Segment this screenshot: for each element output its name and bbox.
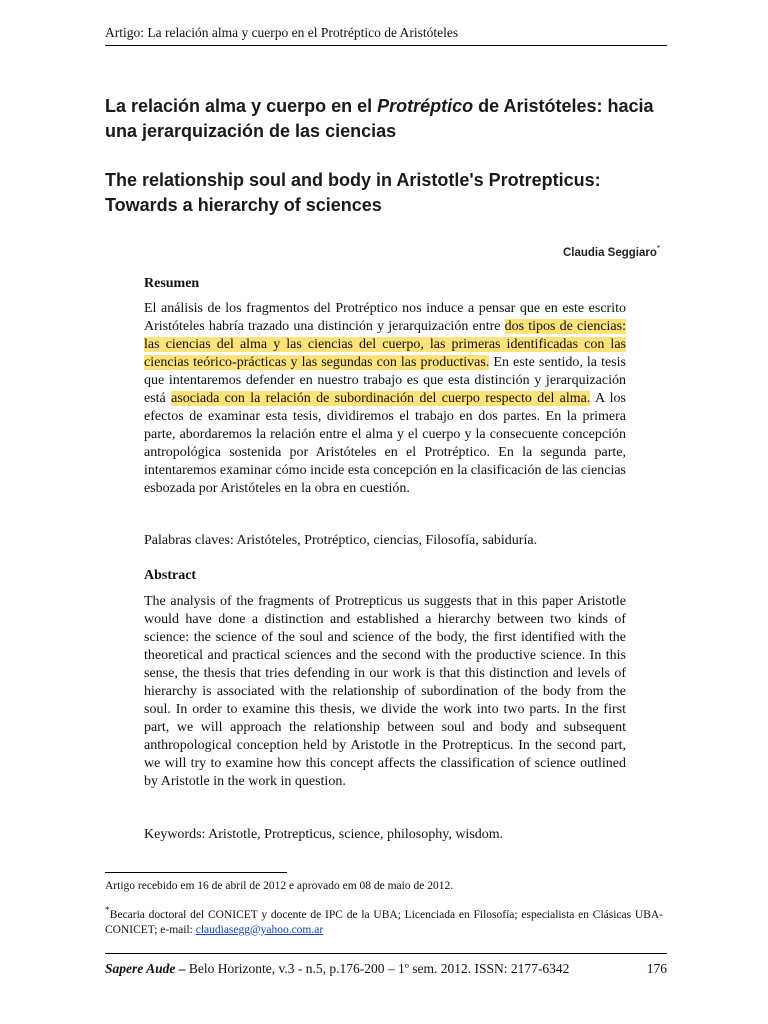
author-name-text: Claudia Seggiaro <box>562 246 657 259</box>
resumen-text-1: El análisis de los fragmentos del Protréptico nos induce a pensar que en este escrito Aristóteles habría trazado una distinción y jerarquización entre <box>144 301 626 334</box>
author-email-link[interactable]: claudiasegg@yahoo.com.ar <box>195 923 324 936</box>
resumen-highlight-2: asociada con la relación de subordinación del cuerpo respecto del alma. <box>171 391 591 406</box>
abstract-keywords: Keywords: Aristotle, Protrepticus, science, philosophy, wisdom. <box>144 827 504 842</box>
resumen-text-2: En este sentido, la tesis que intentaremos defender en nuestro trabajo es que esta distinción y jerarquización está <box>144 355 626 406</box>
footer-journal: Sapere Aude – <box>105 961 186 976</box>
abstract-heading: Abstract <box>144 568 197 583</box>
page-footer <box>105 961 667 977</box>
footnote-received: Artigo recebido em 16 de abril de 2012 e aprovado em 08 de maio de 2012. <box>105 880 454 892</box>
footnote-divider <box>105 872 287 873</box>
resumen-paragraph <box>144 300 626 498</box>
author-footnote-mark[interactable]: * <box>656 244 660 253</box>
footnote-author <box>105 903 663 938</box>
footer-citation <box>105 961 569 977</box>
footer-details: Belo Horizonte, v.3 - n.5, p.176-200 – 1º sem. 2012. ISSN: 2177-6342 <box>185 961 570 976</box>
title-pt-part2: de Aristóteles: hacia una jerarquización de las ciencias <box>105 96 654 141</box>
title-pt-italic: Protréptico <box>377 96 474 116</box>
footnote-author-mark: * <box>105 905 110 916</box>
running-head: Artigo: La relación alma y cuerpo en el Protréptico de Aristóteles <box>105 25 667 46</box>
resumen-heading: Resumen <box>144 276 200 291</box>
resumen-keywords: Palabras claves: Aristóteles, Protréptico, ciencias, Filosofía, sabiduría. <box>144 533 538 548</box>
title-english: The relationship soul and body in Aristotle's Protrepticus: Towards a hierarchy of sciences <box>105 170 601 215</box>
resumen-text-3: A los efectos de examinar esta tesis, dividiremos el trabajo en dos partes. En la primera parte, abordaremos la relación entre el alma y el cuerpo y la consecuente concepción antropológica sostenida por Aristóteles en el Protréptico. En la segunda parte, intentaremos examinar cómo incide esta concepción en la clasificación de las ciencias esbozada por Aristóteles en la obra en cuestión. <box>144 391 627 496</box>
resumen-highlight-1: dos tipos de ciencias: las ciencias del alma y las ciencias del cuerpo, las primeras identificadas con las ciencias teórico-prácticas y las segundas con las productivas. <box>144 319 626 370</box>
title-pt-part1: La relación alma y cuerpo en el <box>105 96 378 116</box>
author-name <box>563 244 660 259</box>
title-portuguese <box>105 94 675 144</box>
footer-divider <box>105 953 667 954</box>
page-number: 176 <box>646 961 667 976</box>
footnote-author-text: Becaria doctoral del CONICET y docente de IPC de la UBA; Licenciada en Filosofía; especialista en Clásicas UBA- CONICET; e-mail: <box>105 908 663 936</box>
abstract-paragraph: The analysis of the fragments of Protrepticus us suggests that in this paper Aristotle would have done a distinction and established a hierarchy between two kinds of science: the science of the soul and science of the body, the first identified with the theoretical and practical sciences and the second with the productive science. In this sense, the thesis that tries defending in our work is that this distinction and levels of hierarchy is associated with the relationship of subordination of the body from the soul. In order to examine this thesis, we divide the work into two parts. In the first part, we will approach the relationship between soul and body and subsequent anthropological conception held by Aristotle in the Protrepticus. In the second part, we will try to examine how this concept affects the classification of science outlined by Aristotle in the work in question. <box>144 594 626 789</box>
